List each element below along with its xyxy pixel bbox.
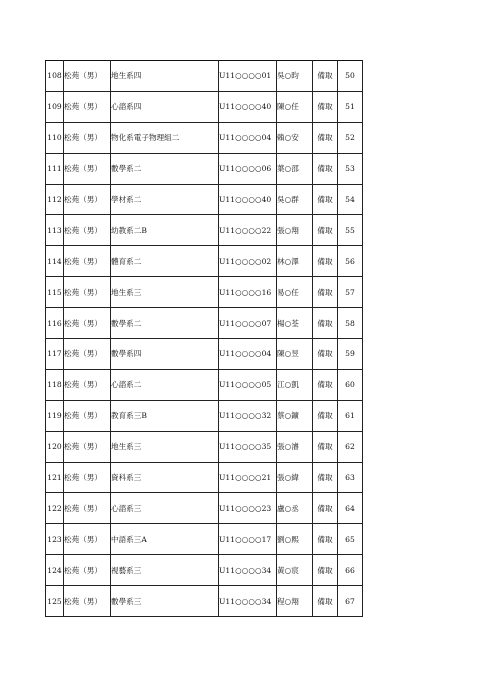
dorm-cell: 松苑（男） [64,153,111,184]
student-id-cell: U11○○○○21 [219,462,277,493]
department-cell: 數學系二 [111,308,219,339]
dorm-cell: 松苑（男） [64,277,111,308]
table-row [46,400,363,431]
student-id-cell: U11○○○○40 [219,184,277,215]
student-id-cell: U11○○○○23 [219,493,277,524]
table-row [46,339,363,370]
status-cell: 備取 [313,184,338,215]
department-cell: 地生系三 [111,277,219,308]
department-cell: 視藝系三 [111,555,219,586]
student-id-cell: U11○○○○04 [219,339,277,370]
waitlist-table [45,60,363,617]
table-row [46,369,363,400]
row-number: 112 [46,184,64,215]
dorm-cell: 松苑（男） [64,91,111,122]
waitlist-rank-cell: 65 [338,524,363,555]
table-row [46,91,363,122]
status-cell: 備取 [313,493,338,524]
department-cell: 物化系電子物理組二 [111,122,219,153]
row-number: 109 [46,91,64,122]
waitlist-rank-cell: 53 [338,153,363,184]
student-name-cell: 陳○昱 [277,339,313,370]
student-id-cell: U11○○○○17 [219,524,277,555]
student-id-cell: U11○○○○22 [219,215,277,246]
department-cell: 心諮系三 [111,493,219,524]
student-name-cell: 楊○荃 [277,308,313,339]
row-number: 125 [46,586,64,617]
student-id-cell: U11○○○○40 [219,91,277,122]
waitlist-table-body [46,61,363,617]
dorm-cell: 松苑（男） [64,122,111,153]
waitlist-rank-cell: 58 [338,308,363,339]
status-cell: 備取 [313,91,338,122]
status-cell: 備取 [313,400,338,431]
department-cell: 數學系四 [111,339,219,370]
table-row [46,524,363,555]
department-cell: 地生系三 [111,431,219,462]
student-id-cell: U11○○○○34 [219,555,277,586]
waitlist-rank-cell: 66 [338,555,363,586]
table-row [46,61,363,92]
dorm-cell: 松苑（男） [64,215,111,246]
row-number: 121 [46,462,64,493]
table-row [46,277,363,308]
dorm-cell: 松苑（男） [64,61,111,92]
student-id-cell: U11○○○○01 [219,61,277,92]
student-name-cell: 賴○安 [277,122,313,153]
department-cell: 地生系四 [111,61,219,92]
student-name-cell: 陳○任 [277,91,313,122]
waitlist-rank-cell: 54 [338,184,363,215]
student-id-cell: U11○○○○32 [219,400,277,431]
waitlist-rank-cell: 67 [338,586,363,617]
student-id-cell: U11○○○○16 [219,277,277,308]
student-name-cell: 張○翔 [277,215,313,246]
table-row [46,586,363,617]
status-cell: 備取 [313,339,338,370]
department-cell: 體育系二 [111,246,219,277]
dorm-cell: 松苑（男） [64,555,111,586]
waitlist-rank-cell: 55 [338,215,363,246]
row-number: 115 [46,277,64,308]
dorm-cell: 松苑（男） [64,493,111,524]
status-cell: 備取 [313,462,338,493]
row-number: 110 [46,122,64,153]
student-name-cell: 劉○熙 [277,524,313,555]
row-number: 116 [46,308,64,339]
department-cell: 數學系二 [111,153,219,184]
department-cell: 教育系三B [111,400,219,431]
dorm-cell: 松苑（男） [64,400,111,431]
dorm-cell: 松苑（男） [64,586,111,617]
student-name-cell: 江○凱 [277,369,313,400]
student-name-cell: 葉○邵 [277,153,313,184]
dorm-cell: 松苑（男） [64,524,111,555]
waitlist-rank-cell: 62 [338,431,363,462]
row-number: 119 [46,400,64,431]
row-number: 120 [46,431,64,462]
table-row [46,308,363,339]
dorm-cell: 松苑（男） [64,339,111,370]
status-cell: 備取 [313,431,338,462]
table-row [46,462,363,493]
row-number: 122 [46,493,64,524]
waitlist-rank-cell: 56 [338,246,363,277]
dorm-cell: 松苑（男） [64,246,111,277]
status-cell: 備取 [313,586,338,617]
dorm-cell: 松苑（男） [64,431,111,462]
student-name-cell: 盧○丞 [277,493,313,524]
status-cell: 備取 [313,277,338,308]
waitlist-rank-cell: 50 [338,61,363,92]
status-cell: 備取 [313,308,338,339]
row-number: 111 [46,153,64,184]
department-cell: 中語系三A [111,524,219,555]
status-cell: 備取 [313,369,338,400]
waitlist-rank-cell: 64 [338,493,363,524]
row-number: 123 [46,524,64,555]
student-id-cell: U11○○○○34 [219,586,277,617]
status-cell: 備取 [313,153,338,184]
row-number: 113 [46,215,64,246]
status-cell: 備取 [313,215,338,246]
department-cell: 心諮系四 [111,91,219,122]
student-id-cell: U11○○○○02 [219,246,277,277]
dorm-cell: 松苑（男） [64,462,111,493]
status-cell: 備取 [313,524,338,555]
row-number: 117 [46,339,64,370]
waitlist-rank-cell: 57 [338,277,363,308]
student-name-cell: 吳○群 [277,184,313,215]
table-row [46,184,363,215]
waitlist-rank-cell: 51 [338,91,363,122]
waitlist-rank-cell: 59 [338,339,363,370]
row-number: 118 [46,369,64,400]
dorm-cell: 松苑（男） [64,184,111,215]
department-cell: 學材系二 [111,184,219,215]
table-row [46,122,363,153]
department-cell: 資科系三 [111,462,219,493]
dorm-cell: 松苑（男） [64,369,111,400]
waitlist-rank-cell: 52 [338,122,363,153]
department-cell: 幼教系二B [111,215,219,246]
status-cell: 備取 [313,246,338,277]
table-row [46,555,363,586]
student-name-cell: 蔡○鑛 [277,400,313,431]
department-cell: 心諮系二 [111,369,219,400]
waitlist-rank-cell: 63 [338,462,363,493]
status-cell: 備取 [313,122,338,153]
student-id-cell: U11○○○○06 [219,153,277,184]
student-id-cell: U11○○○○07 [219,308,277,339]
table-row [46,215,363,246]
department-cell: 數學系三 [111,586,219,617]
waitlist-rank-cell: 61 [338,400,363,431]
student-name-cell: 黃○宸 [277,555,313,586]
table-row [46,431,363,462]
table-row [46,493,363,524]
student-name-cell: 張○濬 [277,431,313,462]
row-number: 108 [46,61,64,92]
status-cell: 備取 [313,61,338,92]
status-cell: 備取 [313,555,338,586]
student-name-cell: 程○翔 [277,586,313,617]
student-name-cell: 林○澤 [277,246,313,277]
row-number: 124 [46,555,64,586]
student-name-cell: 易○任 [277,277,313,308]
row-number: 114 [46,246,64,277]
student-id-cell: U11○○○○05 [219,369,277,400]
student-id-cell: U11○○○○04 [219,122,277,153]
student-name-cell: 吳○昀 [277,61,313,92]
table-row [46,246,363,277]
waitlist-rank-cell: 60 [338,369,363,400]
dorm-cell: 松苑（男） [64,308,111,339]
student-name-cell: 張○緯 [277,462,313,493]
student-id-cell: U11○○○○35 [219,431,277,462]
table-row [46,153,363,184]
